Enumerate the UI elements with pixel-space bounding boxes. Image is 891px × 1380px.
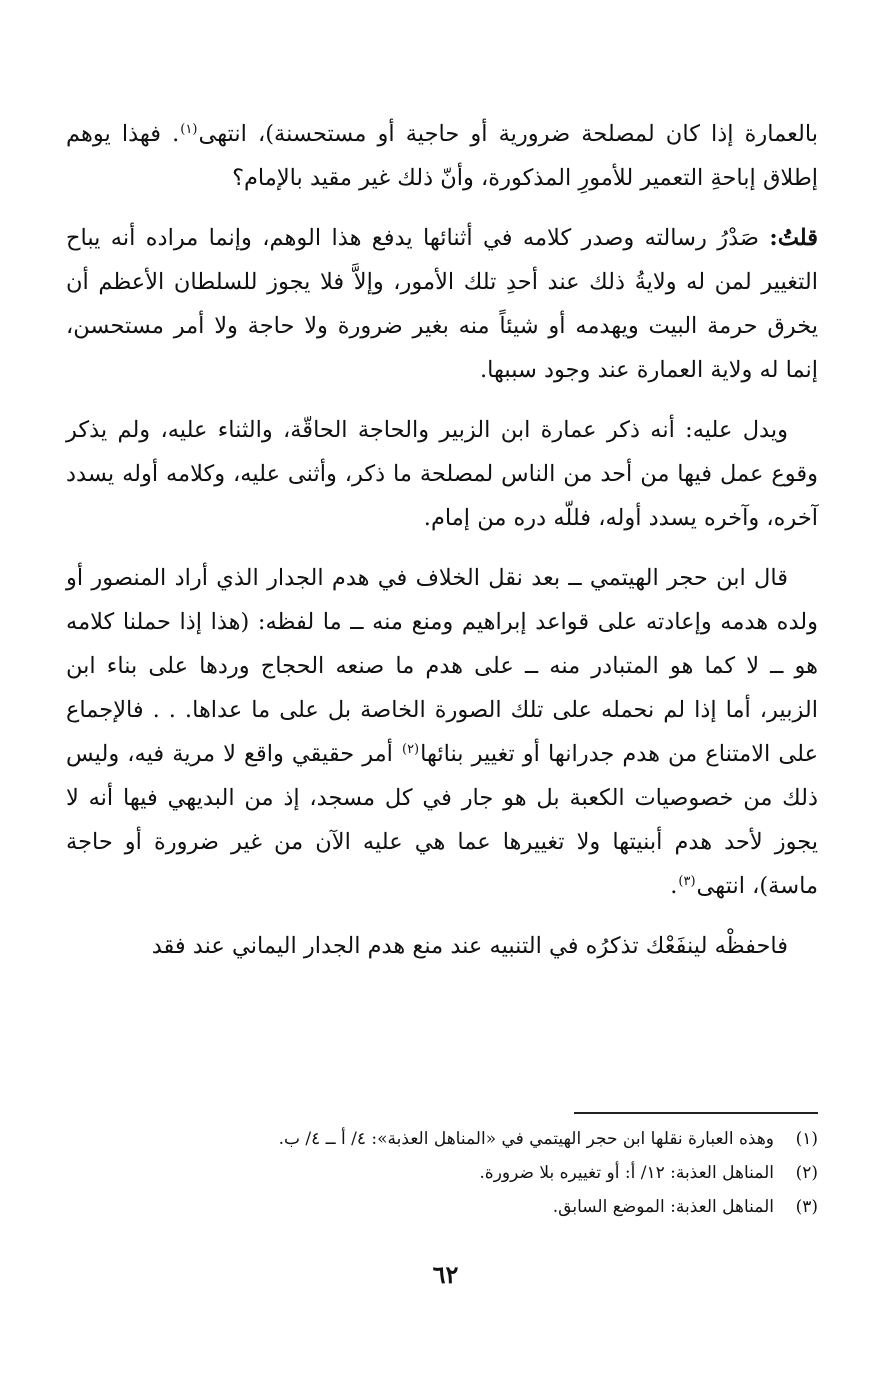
- page-number: ٦٢: [432, 1260, 459, 1289]
- paragraph-5: [66, 924, 818, 968]
- footnote-mark: (٣): [795, 1197, 818, 1217]
- footnote-item: [118, 1122, 818, 1156]
- footnote-mark: (١): [795, 1129, 818, 1149]
- paragraph-3: [66, 408, 818, 540]
- page-body: [66, 112, 818, 984]
- footnotes: [118, 1122, 818, 1224]
- paragraph-5-text: فاحفظْه لينفَعْك تذكرُه في التنبيه عند منع هدم الجدار اليماني عند فقد: [151, 933, 788, 959]
- paragraph-4-text: قال ابن حجر الهيتمي ــ بعد نقل الخلاف في هدم الجدار الذي أراد المنصور أو ولده هدمه وإعادته على قواعد إبراهيم ومنع منه ــ ما لفظه: (هذا إذا حملنا كلامه هو ــ لا كما هو المتبادر منه ــ على هدم ما صنعه الحجاج وردها على بناء ابن الزبير، أما إذا لم نحمله على تلك الصورة الخاصة بل على ما عداها. . . فالإجماع على الامتناع من هدم جدرانها أو تغيير بنائها: [66, 565, 818, 767]
- paragraph-4-tail: أمر حقيقي واقع لا مرية فيه، وليس ذلك من خصوصيات الكعبة بل هو جار في كل مسجد، إذ من البديهي فيها أنه لا يجوز لأحد هدم أبنيتها ولا تغييرها عما هي عليه الآن من غير ضرورة أو حاجة ماسة)، انتهى: [66, 741, 818, 899]
- paragraph-1-tail: . فهذا يوهم إطلاق إباحةِ التعمير للأمورِ المذكورة، وأنّ ذلك غير مقيد بالإمام؟: [66, 121, 818, 191]
- paragraph-1: [66, 112, 818, 200]
- footnote-text: وهذه العبارة نقلها ابن حجر الهيتمي في «المناهل العذبة»: ٤/ أ ــ ٤/ ب.: [278, 1129, 774, 1149]
- paragraph-4: [66, 556, 818, 908]
- paragraph-2-lead: قلتُ:: [769, 225, 818, 251]
- footnote-item: [118, 1156, 818, 1190]
- paragraph-2-text: صَدْرُ رسالته وصدر كلامه في أثنائها يدفع هذا الوهم، وإنما مراده أنه يباح التغيير لمن له ولايةُ ذلك عند أحدِ تلك الأمور، وإلاَّ فلا يجوز للسلطان الأعظم أن يخرق حرمة البيت ويهدمه أو شيئاً منه بغير ضرورة ولا حاجة ولا أمر مستحسن، إنما له ولاية العمارة عند وجود سببها.: [66, 225, 818, 383]
- footnote-divider: [574, 1112, 818, 1114]
- footnote-ref-3[interactable]: (٣): [678, 873, 696, 889]
- paragraph-3-text: ويدل عليه: أنه ذكر عمارة ابن الزبير والحاجة الحاقّة، والثناء عليه، ولم يذكر وقوع عمل فيها من أحد من الناس لمصلحة ما ذكر، وأثنى عليه، وكلامه أوله يسدد آخره، وآخره يسدد أوله، فللّه دره من إمام.: [66, 417, 818, 531]
- footnote-ref-1[interactable]: (١): [180, 121, 198, 137]
- paragraph-2: [66, 216, 818, 392]
- paragraph-1-text: بالعمارة إذا كان لمصلحة ضرورية أو حاجية أو مستحسنة)، انتهى: [198, 121, 818, 147]
- footnote-item: [118, 1190, 818, 1224]
- footnote-text: المناهل العذبة: الموضع السابق.: [552, 1197, 774, 1217]
- footnote-mark: (٢): [795, 1163, 818, 1183]
- paragraph-4-end: .: [670, 873, 678, 899]
- footnote-text: المناهل العذبة: ١٢/ أ: أو تغييره بلا ضرورة.: [479, 1163, 774, 1183]
- footnote-ref-2[interactable]: (٢): [401, 741, 420, 757]
